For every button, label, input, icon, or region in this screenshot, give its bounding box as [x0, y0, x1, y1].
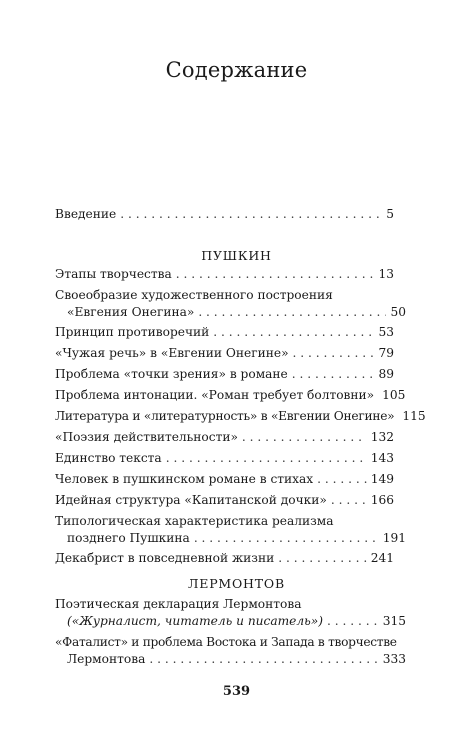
- toc-entry[interactable]: [55, 429, 394, 446]
- toc-entry[interactable]: [55, 408, 426, 425]
- leader-dots: [327, 613, 379, 630]
- toc-entry-title: «Поэзия действительности»: [55, 430, 238, 444]
- toc-entry-title-line1: Поэтическая декларация Лермонтова: [55, 597, 302, 611]
- toc-entry-page: 143: [370, 451, 394, 465]
- toc-entry[interactable]: [55, 345, 394, 362]
- toc-entry[interactable]: [55, 266, 394, 283]
- toc-entry-page: 132: [370, 430, 394, 444]
- toc-entry-title: («Журналист, читатель и писатель»): [67, 614, 323, 628]
- toc-entry-page: 315: [382, 614, 406, 628]
- toc-entry[interactable]: [55, 513, 406, 547]
- toc-entry-title: Этапы творчества: [55, 267, 172, 281]
- toc-entry[interactable]: [55, 596, 406, 630]
- toc-entry[interactable]: [55, 450, 394, 467]
- toc-entry-page: 333: [382, 652, 406, 666]
- toc-entry-title: «Евгения Онегина»: [67, 305, 195, 319]
- toc-entry-title: Литература и «литературность» в «Евгении Онегине»: [55, 409, 395, 423]
- leader-dots: [331, 492, 367, 509]
- leader-dots: [149, 651, 378, 668]
- toc-entry[interactable]: [55, 634, 406, 668]
- toc-entry-title: «Чужая речь» в «Евгении Онегине»: [55, 346, 289, 360]
- leader-dots: [194, 530, 379, 547]
- leader-dots: [176, 266, 375, 283]
- toc-entry-page: 89: [378, 367, 394, 381]
- toc-entry[interactable]: [55, 387, 406, 404]
- leader-dots: [242, 429, 367, 446]
- leader-dots: [293, 345, 375, 362]
- toc-entry-title: Единство текста: [55, 451, 162, 465]
- toc-entry-title: Декабрист в повседневной жизни: [55, 551, 275, 565]
- toc-entry-intro[interactable]: [55, 206, 394, 223]
- toc-entry-page: 50: [390, 305, 406, 319]
- section-heading-lermontov: ЛЕРМОНТОВ: [188, 576, 285, 591]
- toc-entry-page: 149: [370, 472, 394, 486]
- leader-dots: [198, 304, 386, 321]
- page-number: 539: [222, 684, 251, 699]
- toc-entry-title: Введение: [55, 207, 117, 221]
- toc-entry-title-line1: Типологическая характеристика реализма: [55, 514, 334, 528]
- toc-entry-title: Принцип противоречий: [55, 325, 210, 339]
- toc-entry[interactable]: [55, 492, 394, 509]
- toc-entry-page: 191: [382, 531, 406, 545]
- toc-entry-page: 79: [378, 346, 394, 360]
- toc-entry-page: 13: [378, 267, 394, 281]
- toc-entry-page: 166: [370, 493, 394, 507]
- toc-entry-title-line1: «Фаталист» и проблема Востока и Запада в творчестве: [55, 635, 397, 649]
- leader-dots: [120, 206, 382, 223]
- toc-entry-page: 53: [378, 325, 394, 339]
- toc-entry[interactable]: [55, 366, 394, 383]
- toc-entry-title: Идейная структура «Капитанской дочки»: [55, 493, 327, 507]
- toc-entry-title: Проблема «точки зрения» в романе: [55, 367, 288, 381]
- toc-entry-page: 241: [370, 551, 394, 565]
- toc-entry-page: 105: [382, 388, 406, 402]
- toc-entry[interactable]: [55, 324, 394, 341]
- toc-entry[interactable]: [55, 471, 394, 488]
- toc-entry-title-line1: Своеобразие художественного построения: [55, 288, 333, 302]
- toc-entry[interactable]: [55, 287, 406, 321]
- leader-dots: [166, 450, 367, 467]
- toc-entry-title: Проблема интонации. «Роман требует болтовни»: [55, 388, 375, 402]
- leader-dots: [292, 366, 375, 383]
- section-heading-pushkin: ПУШКИН: [201, 248, 272, 263]
- page-title: Содержание: [165, 58, 308, 82]
- toc-entry-page: 5: [386, 207, 394, 221]
- toc-entry-title: позднего Пушкина: [67, 531, 190, 545]
- leader-dots: [278, 550, 367, 567]
- leader-dots: [213, 324, 374, 341]
- leader-dots: [317, 471, 367, 488]
- toc-entry[interactable]: [55, 550, 394, 567]
- toc-entry-title: Человек в пушкинском романе в стихах: [55, 472, 314, 486]
- toc-entry-page: 115: [402, 409, 426, 423]
- toc-entry-title: Лермонтова: [67, 652, 146, 666]
